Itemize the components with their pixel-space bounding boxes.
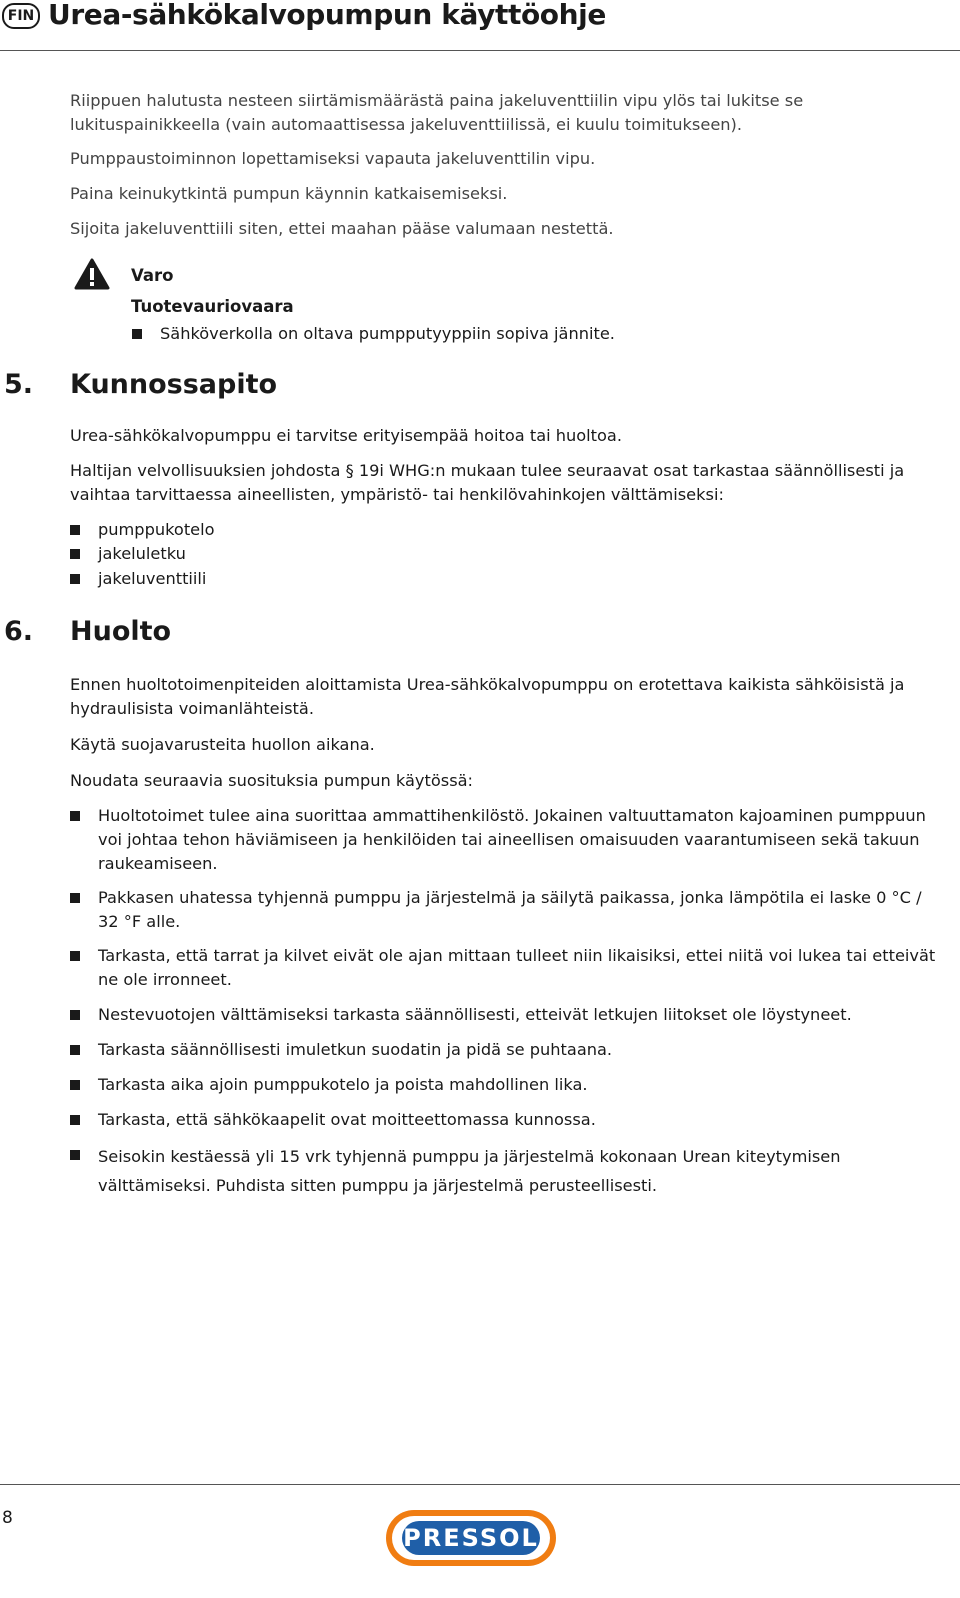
intro-paragraph: Paina keinukytkintä pumpun käynnin katkaisemiseksi. <box>70 184 508 203</box>
section-paragraph: Urea-sähkökalvopumppu ei tarvitse erityisempää hoitoa tai huoltoa. <box>70 426 622 445</box>
header-divider <box>0 50 960 51</box>
bullet-square-icon <box>70 811 80 821</box>
bullet-square-icon <box>132 329 142 339</box>
list-item: pumppukotelo <box>98 520 215 539</box>
list-item: jakeluventtiili <box>98 569 207 588</box>
bullet-square-icon <box>70 1080 80 1090</box>
bullet-square-icon <box>70 1150 80 1160</box>
bullet-square-icon <box>70 1045 80 1055</box>
list-item: Tarkasta aika ajoin pumppukotelo ja poista mahdollinen lika. <box>98 1075 588 1094</box>
language-badge: FIN <box>2 3 40 29</box>
logo-text: PRESSOL <box>402 1521 540 1555</box>
bullet-square-icon <box>70 951 80 961</box>
bullet-square-icon <box>70 549 80 559</box>
page-number: 8 <box>2 1508 13 1528</box>
warning-label: Varo <box>131 266 174 285</box>
list-item: Tarkasta säännöllisesti imuletkun suodatin ja pidä se puhtaana. <box>98 1040 613 1059</box>
bullet-square-icon <box>70 893 80 903</box>
section-paragraph: Käytä suojavarusteita huollon aikana. <box>70 735 375 754</box>
footer-divider <box>0 1484 960 1485</box>
warning-title: Tuotevauriovaara <box>131 297 294 316</box>
list-item: Pakkasen uhatessa tyhjennä pumppu ja järjestelmä ja säilytä paikassa, jonka lämpötila ei laske 0 °C / 32 °F alle. <box>98 888 922 931</box>
bullet-square-icon <box>70 1010 80 1020</box>
warning-item: Sähköverkolla on oltava pumpputyyppiin sopiva jännite. <box>160 324 615 343</box>
logo-ring <box>392 1516 550 1560</box>
list-item: Tarkasta, että sähkökaapelit ovat moitteettomassa kunnossa. <box>98 1110 596 1129</box>
list-item: Seisokin kestäessä yli 15 vrk tyhjennä pumppu ja järjestelmä kokonaan Urean kiteytymisen välttämiseksi. Puhdista sitten pumppu ja järjestelmä perusteellisesti. <box>98 1147 841 1195</box>
list-item: Nestevuotojen välttämiseksi tarkasta säännöllisesti, etteivät letkujen liitokset ole löystyneet. <box>98 1005 852 1024</box>
list-item: Huoltotoimet tulee aina suorittaa ammattihenkilöstö. Jokainen valtuuttamaton kajoaminen pumppuun voi johtaa tehon häviämiseen ja henkilöiden tai aineellisen omaisuuden vaarantumiseen sekä takuun raukeamiseen. <box>98 806 926 873</box>
section-paragraph: Noudata seuraavia suosituksia pumpun käytössä: <box>70 771 473 790</box>
section-paragraph: Haltijan velvollisuuksien johdosta § 19i WHG:n mukaan tulee seuraavat osat tarkastaa säännöllisesti ja vaihtaa tarvittaessa aineellisten, ympäristö- tai henkilövahinkojen välttämiseksi: <box>70 461 905 504</box>
bullet-square-icon <box>70 1115 80 1125</box>
section-number: 5. <box>4 369 34 400</box>
section-paragraph: Ennen huoltotoimenpiteiden aloittamista Urea-sähkökalvopumppu on erotettava kaikista sähköisistä ja hydraulisista voimanlähteistä. <box>70 675 905 718</box>
document-title: Urea-sähkökalvopumpun käyttöohje <box>48 0 606 31</box>
warning-icon <box>74 258 110 290</box>
intro-paragraph: Sijoita jakeluventtiili siten, ettei maahan pääse valumaan nestettä. <box>70 219 614 238</box>
section-title: Huolto <box>70 616 172 647</box>
bullet-square-icon <box>70 574 80 584</box>
list-item: Tarkasta, että tarrat ja kilvet eivät ole ajan mittaan tulleet niin likaisiksi, ettei niitä voi lukea tai etteivät ne ole irronneet. <box>98 946 936 989</box>
section-number: 6. <box>4 616 34 647</box>
section-title: Kunnossapito <box>70 369 278 400</box>
pressol-logo <box>386 1510 556 1566</box>
list-item: jakeluletku <box>98 544 186 563</box>
page-header <box>0 0 960 52</box>
intro-paragraph: Pumppaustoiminnon lopettamiseksi vapauta jakeluventtilin vipu. <box>70 149 596 168</box>
intro-paragraph: Riippuen halutusta nesteen siirtämismäärästä paina jakeluventtiilin vipu ylös tai lukitse se lukituspainikkeella (vain automaattisessa jakeluventtiilissä, ei kuulu toimitukseen). <box>70 91 804 134</box>
bullet-square-icon <box>70 525 80 535</box>
